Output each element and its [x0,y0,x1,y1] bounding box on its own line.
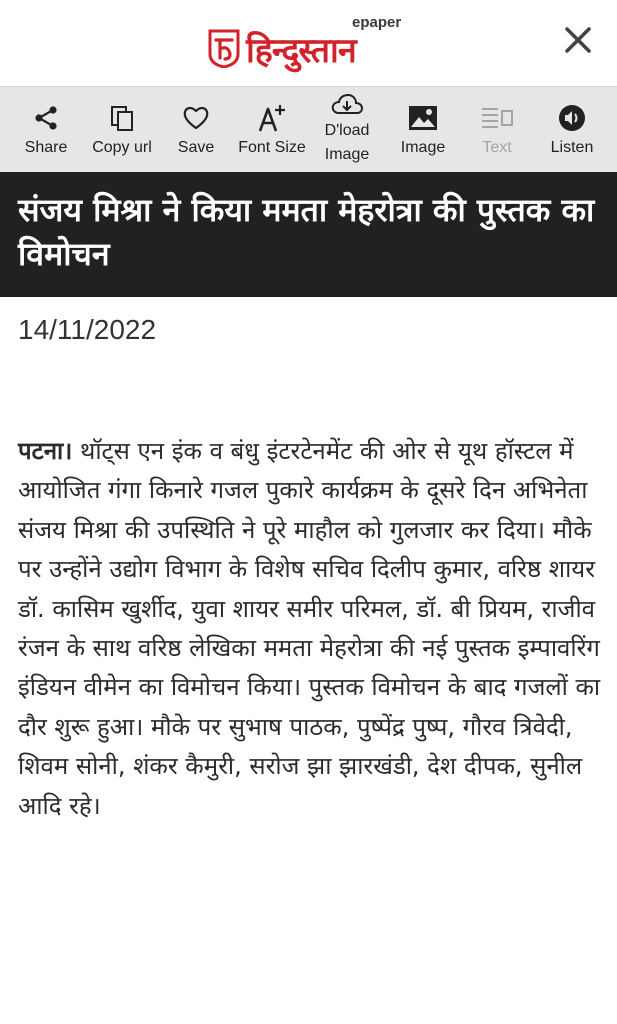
article-dateline: पटना। [18,437,73,465]
headline-band [0,172,617,297]
close-icon[interactable] [560,22,596,58]
article-body [18,432,606,826]
share-icon [33,105,59,131]
speaker-icon [558,104,586,132]
font-size-icon [257,103,287,133]
article-date: 14/11/2022 [18,314,157,345]
image-button[interactable] [394,87,452,173]
header [0,0,617,86]
article-headline: संजय मिश्रा ने किया ममता मेहरोत्रा की पुस्तक का विमोचन [18,191,595,273]
font-size-button[interactable] [234,87,310,173]
copy-url-button[interactable] [88,87,156,173]
logo-emblem-icon [206,28,242,68]
copy-icon [109,104,135,132]
logo-wordmark: हिन्दुस्तान [246,31,356,71]
copy-url-label: Copy url [92,139,152,156]
text-icon [481,106,513,130]
heart-icon [182,105,210,131]
download-label-line2: Image [324,146,370,163]
image-label: Image [400,139,446,156]
save-button[interactable] [172,87,220,173]
text-label: Text [482,139,512,156]
save-label: Save [177,139,215,156]
share-label: Share [24,139,68,156]
download-image-button[interactable] [318,87,376,173]
font-size-label: Font Size [238,139,306,156]
cloud-download-icon [330,92,364,118]
toolbar [0,86,617,173]
text-button[interactable] [474,87,520,173]
share-button[interactable] [20,87,72,173]
image-icon [408,105,438,131]
listen-label: Listen [550,139,594,156]
listen-button[interactable] [544,87,600,173]
download-label-line1: D'load [324,122,370,139]
article-text: थॉट्स एन इंक व बंधु इंटरटेनमेंट की ओर से यूथ हॉस्टल में आयोजित गंगा किनारे गजल पुकारे कार्यक्रम के दूसरे दिन अभिनेता संजय मिश्रा की उपस्थिति ने पूरे माहौल को गुलजार कर दिया। मौके पर उन्होंने उद्योग विभाग के विशेष सचिव दिलीप कुमार, वरिष्ठ शायर डॉ. कासिम खुर्शीद, युवा शायर समीर परिमल, डॉ. बी प्रियम, राजीव रंजन के साथ वरिष्ठ लेखिका ममता मेहरोत्रा की नई पुस्तक इम्पावरिंग इंडियन वीमेन का विमोचन किया। पुस्तक विमोचन के बाद गजलों का दौर शुरू हुआ। मौके पर सुभाष पाठक, पुष्पेंद्र पुष्प, गौरव त्रिवेदी, शिवम सोनी, शंकर कैमुरी, सरोज झा झारखंडी, देश दीपक, सुनील आदि रहे। [18,437,601,820]
hindustan-logo[interactable] [206,14,416,74]
logo-epaper-label: epaper [352,14,402,31]
